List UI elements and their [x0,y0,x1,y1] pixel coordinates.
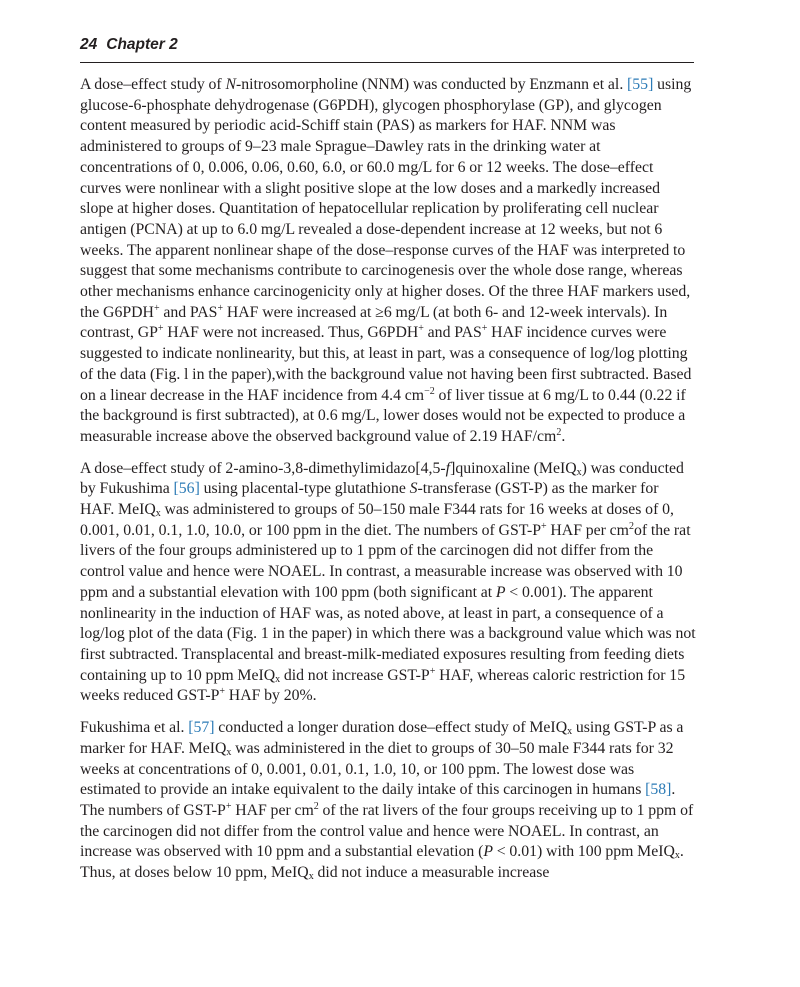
citation-link-56[interactable]: [56] [173,480,200,498]
paragraph-meiqx-study: A dose–effect study of 2-amino-3,8-dimethylimidazo[4,5-f]quinoxaline (MeIQ$_x$) was conducted by Fukushima [56] using placental-type glutathione S-transferase (GST-P) as the marker for HAF. MeIQ$_x$ was administered to groups of 50–150 male F344 rats for 16 weeks at doses of 0, 0.001, 0.01, 0.1, 1.0, 10.0, or 100 ppm in the diet. The numbers of GST-P+ HAF per $cm^2of$ the rat livers of the four groups administered up to 1 ppm of the carcinogen did not differ from the control value and hence were NOAEL. In contrast, a measurable increase was observed with 10 ppm and a substantial elevation with 100 ppm (both significant at P < 0.001). The apparent nonlinearity in the induction of HAF was, as noted above, at least in part, a consequence of a log/log plot of the data (Fig. 1 in the paper) in which there was a background value which was not first subtracted. Transplacental and breast-milk-mediated exposures resulting from feeding diets containing up to 10 ppm MeIQ$_x$ did not increase GST-P+ HAF, whereas caloric restriction for 15 weeks reduced GST-P+ HAF by 20%. [80,459,696,705]
chapter-title: Chapter 2 [106,36,178,53]
paragraph-fukushima-study: Fukushima et al. [57] conducted a longer duration dose–effect study of MeIQ$_x$ using GST-P as a marker for HAF. MeIQ$_x$ was administered in the diet to groups of 30–50 male F344 rats for 32 weeks at concentrations of 0, 0.001, 0.01, 0.1, 1.0, 10, or 100 ppm. The lowest dose was estimated to provide an intake equivalent to the daily intake of this carcinogen in humans [58]. The numbers of GST-P+ HAF per $cm^2$ of the rat livers of the four groups receiving up to 1 ppm of the carcinogen did not differ from the control value and hence were NOAEL. In contrast, an increase was observed with 10 ppm and a substantial elevation (P < 0.01) with 100 ppm MeIQ$_x$. Thus, at doses below 10 ppm, MeIQ$_x$ did not induce a measurable increase [80,719,694,883]
paragraph-nnm-study: A dose–effect study of N-nitrosomorpholine (NNM) was conducted by Enzmann et al. [55] using glucose-6-phosphate dehydrogenase (G6PDH), glycogen phosphorylase (GP), and glycogen content measured by periodic acid-Schiff stain (PAS) as markers for HAF. NNM was administered to groups of 9–23 male Sprague–Dawley rats in the drinking water at concentrations of 0, 0.006, 0.06, 0.60, 6.0, or 60.0 mg/L for 6 or 12 weeks. The dose–effect curves were nonlinear with a slight positive slope at the low doses and a markedly increased slope at higher doses. Quantitation of hepatocellular replication by proliferating cell nuclear antigen (PCNA) at up to 6.0 mg/L revealed a dose-dependent increase at 12 weeks, but not 6 weeks. The apparent nonlinear shape of the dose–response curves of the HAF was interpreted to suggest that some mechanisms contribute to carcinogenesis over the whole dose range, whereas other mechanisms enhance carcinogenicity only at higher doses. Of the three HAF markers used, the G6PDH+ and PAS+ HAF were increased at ≥6 mg/L (at both 6- and 12-week intervals). In contrast, GP+ HAF were not increased. Thus, G6PDH+ and PAS+ HAF incidence curves were suggested to indicate nonlinearity, but this, at least in part, was a consequence of log/log plotting of the data (Fig. l in the paper),with the background value not having been first subtracted. Based on a linear decrease in the HAF incidence from 4.4 $cm^{-2}$ of liver tissue at 6 mg/L to 0.44 (0.22 if the background is first subtracted), at 0.6 mg/L, lower doses would not be expected to produce a measurable increase above the observed background value of 2.19 HAF/$cm^2$. [80,76,692,445]
citation-link-55[interactable]: [55] [627,76,654,93]
running-header [80,36,694,63]
citation-link-58[interactable]: [58] [645,781,672,799]
body-text [80,75,696,895]
page-number: 24 [80,36,98,53]
citation-link-57[interactable]: [57] [188,719,215,737]
